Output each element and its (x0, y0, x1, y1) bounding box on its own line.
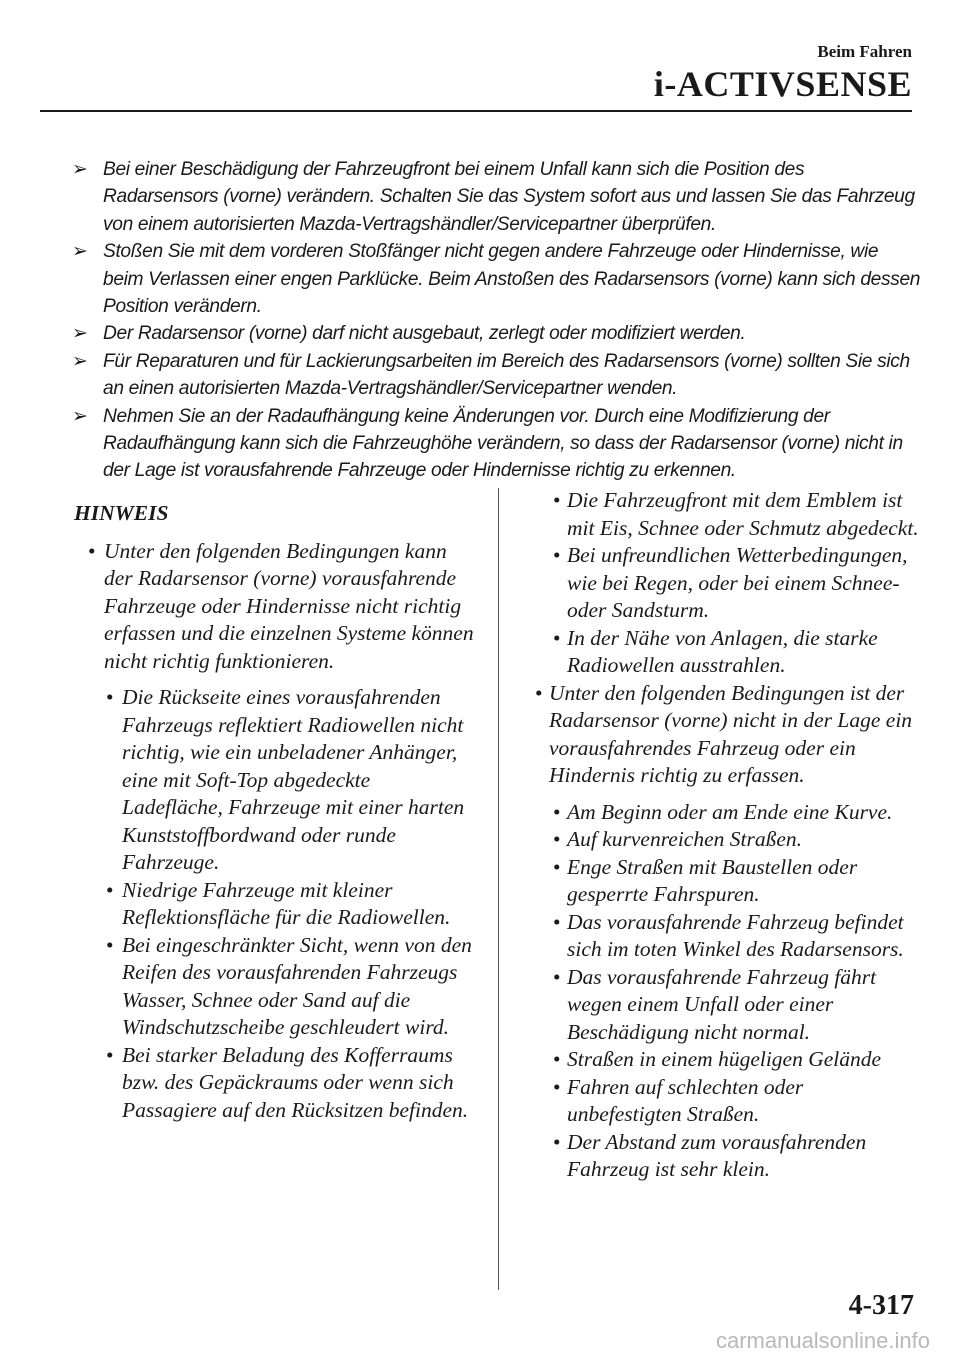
bullet-icon: • (553, 827, 561, 851)
warning-text: Für Reparaturen und für Lackierungsarbeiten im Bereich des Radarsensors (vorne) sollten Sie sich an einen autorisierten Mazda-Vertragshändler/Servicepartner wenden. (103, 350, 910, 400)
bullet-icon: • (553, 964, 561, 989)
warning-item (72, 320, 922, 347)
bullet-icon: • (106, 685, 114, 709)
condition-item (74, 1042, 474, 1125)
warning-item (72, 403, 922, 485)
bullet-icon: • (106, 877, 114, 902)
note-intro (74, 538, 474, 676)
condition-item (533, 1074, 923, 1129)
warning-item (72, 156, 922, 238)
condition-text: Am Beginn oder am Ende eine Kurve. (567, 799, 893, 824)
watermark: carmanualsonline.info (715, 1328, 930, 1353)
condition-text: Enge Straßen mit Baustellen oder gesperrte Fahrspuren. (567, 854, 858, 906)
page-header (40, 20, 912, 112)
condition-text: Bei starker Beladung des Kofferraums bzw. des Gepäckraums oder wenn sich Passagiere auf den Rücksitzen befinden. (122, 1042, 469, 1122)
bullet-icon: • (553, 1074, 561, 1099)
bullet-icon: • (553, 1047, 561, 1071)
condition-item (74, 932, 474, 1042)
condition-text: Bei eingeschränkter Sicht, wenn von den Reifen des vorausfahrenden Fahrzeugs Wasser, Schnee oder Sand auf die Windschutzscheibe geschleudert wird. (122, 932, 472, 1039)
bullet-icon: • (88, 538, 96, 563)
warning-list (72, 156, 922, 485)
note-right-column (533, 487, 923, 1184)
note-left-column (74, 500, 474, 1124)
condition-text: Bei unfreundlichen Wetterbedingungen, wie bei Regen, oder bei einem Schnee- oder Sandsturm. (567, 543, 908, 622)
bullet-icon: • (553, 799, 561, 824)
condition-item (533, 1129, 923, 1184)
arrow-marker-icon: ➢ (72, 241, 88, 263)
arrow-marker-icon: ➢ (72, 323, 88, 345)
section-title: Beim Fahren (817, 42, 912, 61)
header-rule (40, 110, 912, 112)
condition-item (74, 877, 474, 932)
condition-item (533, 964, 923, 1047)
condition-item (533, 625, 923, 680)
condition-text: Fahren auf schlechten oder unbefestigten Straßen. (567, 1074, 804, 1126)
bullet-icon: • (553, 625, 561, 650)
warning-text: Bei einer Beschädigung der Fahrzeugfront bei einem Unfall kann sich die Position des Radarsensors (vorne) verändern. Schalten Sie das System sofort aus und lassen Sie das Fahrzeug von einem autorisierten Mazda-Vertragshändler/Servicepartner überprüfen. (103, 159, 915, 235)
bullet-icon: • (553, 488, 561, 512)
bullet-icon: • (553, 1129, 561, 1154)
condition-text: Die Fahrzeugfront mit dem Emblem ist mit Eis, Schnee oder Schmutz abgedeckt. (567, 488, 919, 540)
arrow-marker-icon: ➢ (72, 405, 88, 427)
condition-item (533, 1046, 923, 1074)
condition-text: Niedrige Fahrzeuge mit kleiner Reflektionsfläche für die Radiowellen. (122, 877, 451, 929)
bullet-icon: • (553, 909, 561, 934)
note-intro-text: Unter den folgenden Bedingungen kann der Radarsensor (vorne) vorausfahrende Fahrzeuge oder Hindernisse nicht richtig erfassen und die einzelnen Systeme können nicht richtig funktionieren. (104, 538, 474, 673)
condition-item (533, 487, 923, 542)
bullet-icon: • (106, 1042, 114, 1067)
note-intro (533, 680, 923, 790)
condition-item (533, 542, 923, 625)
condition-text: Das vorausfahrende Fahrzeug fährt wegen einem Unfall oder einer Beschädigung nicht normal. (567, 964, 877, 1044)
warning-item (72, 238, 922, 320)
warning-item (72, 348, 922, 403)
condition-text: Die Rückseite eines vorausfahrenden Fahrzeugs reflektiert Radiowellen nicht richtig, wie ein unbeladener Anhänger, eine mit Soft-Top abgedeckte Ladefläche, Fahrzeuge mit einer harten Kunststoffbordwand oder runde Fahrzeuge. (122, 685, 465, 874)
column-divider (498, 488, 499, 1290)
bullet-icon: • (535, 680, 543, 705)
chapter-title: i-ACTIVSENSE (653, 64, 912, 104)
arrow-marker-icon: ➢ (72, 350, 88, 372)
condition-text: Auf kurvenreichen Straßen. (567, 827, 803, 851)
warning-text: Der Radarsensor (vorne) darf nicht ausgebaut, zerlegt oder modifiziert werden. (103, 323, 746, 345)
warning-text: Stoßen Sie mit dem vorderen Stoßfänger nicht gegen andere Fahrzeuge oder Hindernisse, wie beim Verlassen einer engen Parklücke. Beim Anstoßen des Radarsensors (vorne) kann sich dessen Position verändern. (103, 241, 921, 318)
condition-text: Straßen in einem hügeligen Gelände (567, 1047, 882, 1071)
page-number: 4-317 (848, 1290, 914, 1321)
condition-text: Der Abstand zum vorausfahrenden Fahrzeug ist sehr klein. (567, 1129, 867, 1181)
condition-text: Das vorausfahrende Fahrzeug befindet sich im toten Winkel des Radarsensors. (567, 909, 904, 961)
note-heading: HINWEIS (74, 501, 169, 525)
bullet-icon: • (106, 932, 114, 957)
condition-item (533, 909, 923, 964)
bullet-icon: • (553, 854, 561, 879)
note-intro-text: Unter den folgenden Bedingungen ist der Radarsensor (vorne) nicht in der Lage ein vorausfahrendes Fahrzeug oder ein Hindernis richtig zu erfassen. (549, 680, 913, 787)
arrow-marker-icon: ➢ (72, 159, 88, 180)
condition-item (533, 826, 923, 854)
warning-text: Nehmen Sie an der Radaufhängung keine Änderungen vor. Durch eine Modifizierung der Radaufhängung kann sich die Fahrzeughöhe verändern, so dass der Radarsensor (vorne) nicht in der Lage ist vorausfahrende Fahrzeuge oder Hindernisse richtig zu erkennen. (103, 405, 903, 482)
bullet-icon: • (553, 543, 561, 567)
condition-item (533, 854, 923, 909)
condition-text: In der Nähe von Anlagen, die starke Radiowellen ausstrahlen. (567, 625, 878, 677)
condition-item (533, 799, 923, 827)
condition-item (74, 684, 474, 877)
